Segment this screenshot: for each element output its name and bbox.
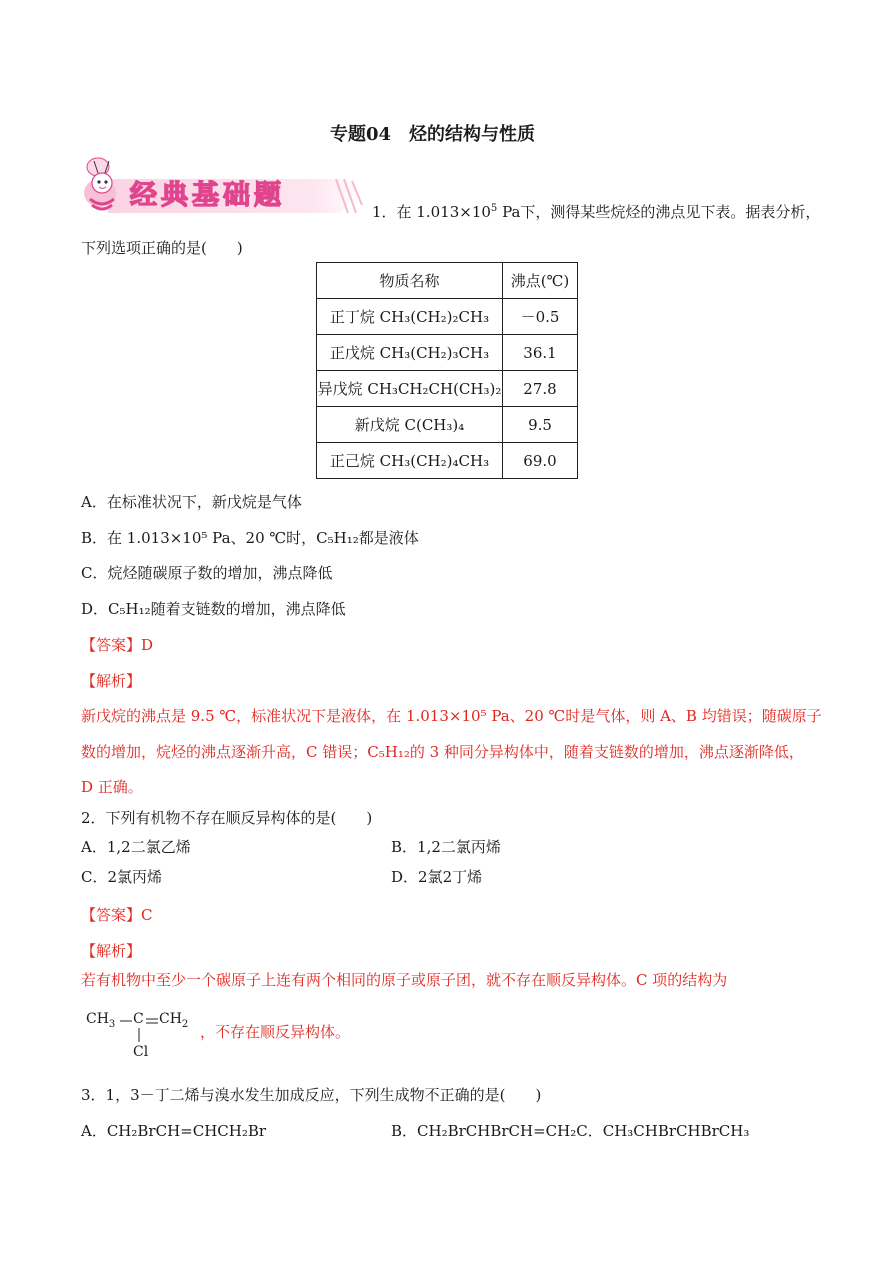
q1-analysis-line3: D 正确。 <box>81 778 143 796</box>
q2-analysis-line1: 若有机物中至少一个碳原子上连有两个相同的原子或原子团，就不存在顺反异构体。C 项的结构为 <box>81 971 728 989</box>
section-banner-label: 经典基础题 <box>130 180 285 211</box>
table-cell-name: 异戊烷 CH₃CH₂CH(CH₃)₂ <box>317 371 503 407</box>
table-header-value: 沸点(℃) <box>503 263 578 299</box>
table-row <box>317 335 578 371</box>
table-row <box>317 371 578 407</box>
ch2-group: $CH_2$ <box>159 1011 189 1030</box>
q1-stem-line2: 下列选项正确的是( ) <box>81 239 243 257</box>
q1-answer <box>81 634 153 655</box>
table-row <box>317 299 578 335</box>
table-cell-value: 69.0 <box>503 443 578 479</box>
table-cell-name: 正己烷 CH₃(CH₂)₄CH₃ <box>317 443 503 479</box>
q1-answer-label: 【答案】 <box>81 636 142 654</box>
q2-stem: 2．下列有机物不存在顺反异构体的是( ) <box>81 809 373 827</box>
table-row <box>317 443 578 479</box>
table-cell-name: 正戊烷 CH₃(CH₂)₃CH₃ <box>317 335 503 371</box>
q2-option-a: A．1,2二氯乙烯 <box>81 838 191 856</box>
q1-analysis-label: 【解析】 <box>81 672 142 690</box>
table-header-row <box>317 263 578 299</box>
boiling-point-table <box>316 262 578 479</box>
page-title: 专题04 烃的结构与性质 <box>330 124 536 145</box>
table-cell-value: 9.5 <box>503 407 578 443</box>
table-cell-value: 27.8 <box>503 371 578 407</box>
q1-option-a: A．在标准状况下，新戊烷是气体 <box>81 493 302 511</box>
q1-stem-part-a: 1．在 1.013×10 <box>372 203 491 221</box>
q3-option-a: A．CH₂BrCH=CHCH₂Br <box>81 1122 267 1140</box>
section-banner <box>78 155 363 221</box>
q1-stem <box>372 201 820 222</box>
q1-analysis-line2: 数的增加，烷烃的沸点逐渐升高，C 错误；C₅H₁₂的 3 种同分异构体中，随着支链数的增加，沸点逐渐降低， <box>81 743 804 761</box>
q2-option-b: B．1,2二氯丙烯 <box>391 838 501 856</box>
q2-option-c: C．2氯丙烯 <box>81 868 163 886</box>
table-cell-value: 36.1 <box>503 335 578 371</box>
q2-answer-label: 【答案】 <box>81 906 142 924</box>
q1-option-d: D．C₅H₁₂随着支链数的增加，沸点降低 <box>81 600 346 618</box>
q3-stem: 3．1，3－丁二烯与溴水发生加成反应，下列生成物不正确的是( ) <box>81 1086 542 1104</box>
q1-stem-exponent: 5 <box>490 203 498 214</box>
structural-formula <box>86 1008 198 1064</box>
table-cell-value: －0.5 <box>503 299 578 335</box>
ch3-group: $CH_3$ <box>86 1011 116 1030</box>
q2-option-d: D．2氯2丁烯 <box>391 868 483 886</box>
q2-analysis-label: 【解析】 <box>81 942 142 960</box>
q1-option-c: C．烷烃随碳原子数的增加，沸点降低 <box>81 564 333 582</box>
q2-answer-value: C <box>141 906 153 924</box>
chlorine-atom: Cl <box>133 1044 149 1060</box>
q1-option-b: B．在 1.013×10⁵ Pa、20 ℃时，C₅H₁₂都是液体 <box>81 529 419 547</box>
q1-stem-part-b: Pa下，测得某些烷烃的沸点见下表。据表分析， <box>497 203 821 221</box>
carbon-atom: C <box>133 1011 144 1027</box>
table-cell-name: 正丁烷 CH₃(CH₂)₂CH₃ <box>317 299 503 335</box>
q2-analysis-line2: ，不存在顺反异构体。 <box>200 1023 351 1041</box>
q3-option-bc: B．CH₂BrCHBrCH=CH₂C．CH₃CHBrCHBrCH₃ <box>391 1122 750 1140</box>
q1-answer-value: D <box>141 636 154 654</box>
table-header-name: 物质名称 <box>317 263 503 299</box>
table-row <box>317 407 578 443</box>
q1-analysis-line1: 新戊烷的沸点是 9.5 ℃，标准状况下是液体，在 1.013×10⁵ Pa、20 ℃时是气体，则 A、B 均错误；随碳原子 <box>81 707 822 725</box>
table-cell-name: 新戊烷 C(CH₃)₄ <box>317 407 503 443</box>
q2-answer <box>81 904 153 925</box>
